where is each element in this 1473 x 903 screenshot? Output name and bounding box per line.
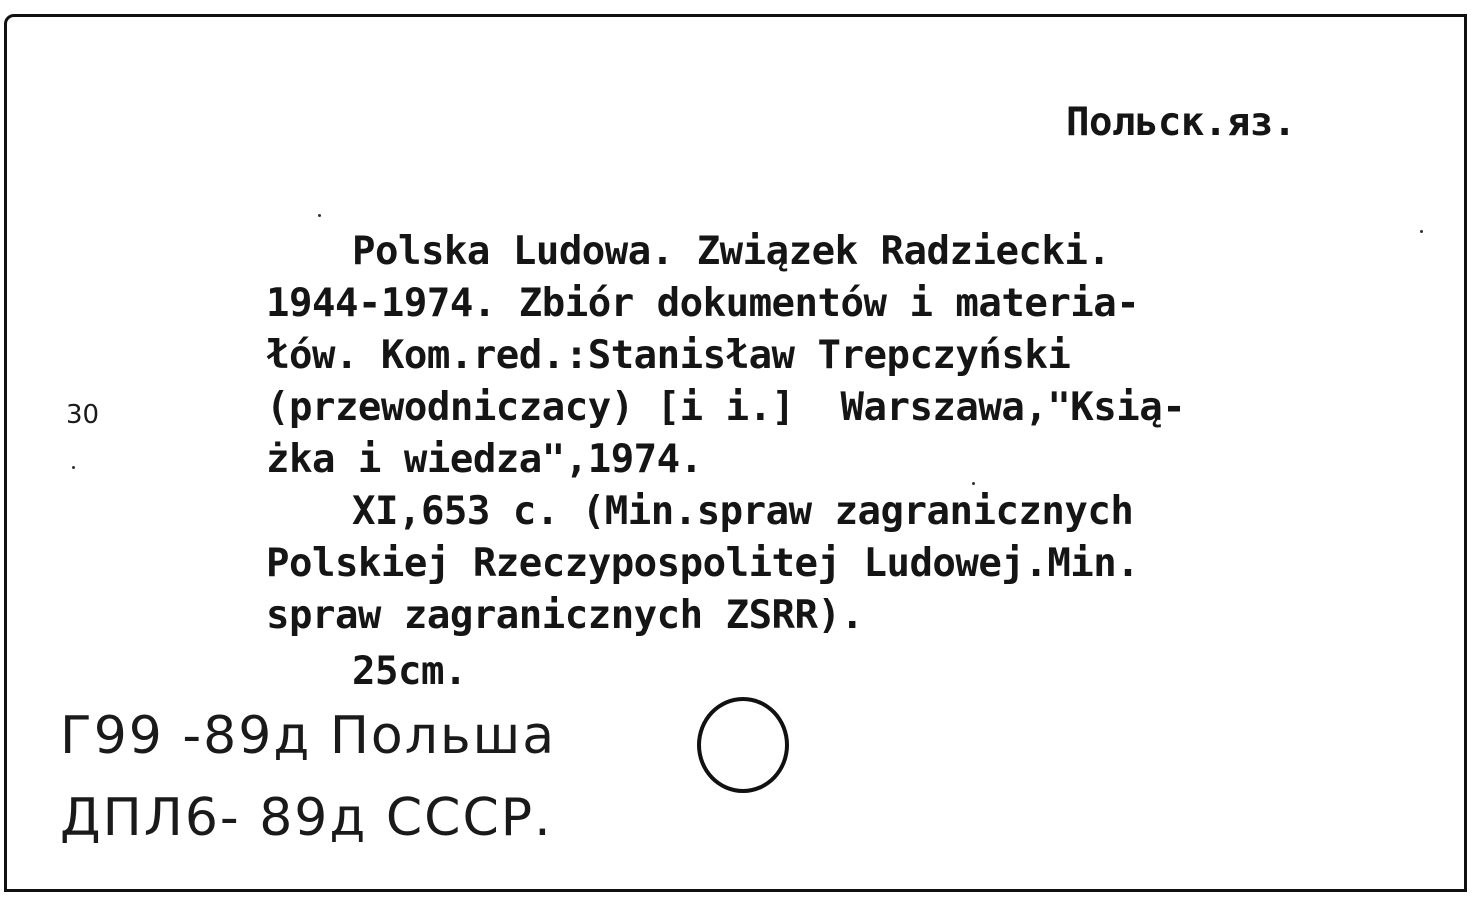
entry-line-size: 25cm.: [352, 649, 467, 694]
language-header: Польск.яз.: [1066, 100, 1296, 145]
entry-line-title: Polska Ludowa. Związek Radziecki.: [352, 229, 1111, 274]
paper-speck: [1420, 230, 1423, 233]
entry-line-5: żka i wiedza",1974.: [266, 437, 703, 482]
shelf-mark-ussr: ДПЛ6- 89д СССР.: [60, 788, 553, 848]
entry-line-8: spraw zagranicznych ZSRR).: [266, 593, 864, 638]
handwritten-margin-note: 30: [66, 400, 100, 430]
paper-speck: [972, 482, 975, 485]
entry-line-3: łów. Kom.red.:Stanisław Trepczyński: [266, 333, 1071, 378]
entry-line-2: 1944-1974. Zbiór dokumentów i materia-: [266, 281, 1140, 326]
punched-hole-circle: [697, 697, 789, 793]
paper-speck: [318, 214, 321, 217]
paper-speck: [72, 466, 75, 469]
shelf-mark-poland: Г99 -89д Польша: [60, 706, 557, 766]
entry-line-4: (przewodniczacy) [i i.] Warszawa,"Ksią-: [266, 385, 1186, 430]
entry-line-pagination: XI,653 c. (Min.spraw zagranicznych: [352, 489, 1134, 534]
entry-line-7: Polskiej Rzeczypospolitej Ludowej.Min.: [266, 541, 1140, 586]
